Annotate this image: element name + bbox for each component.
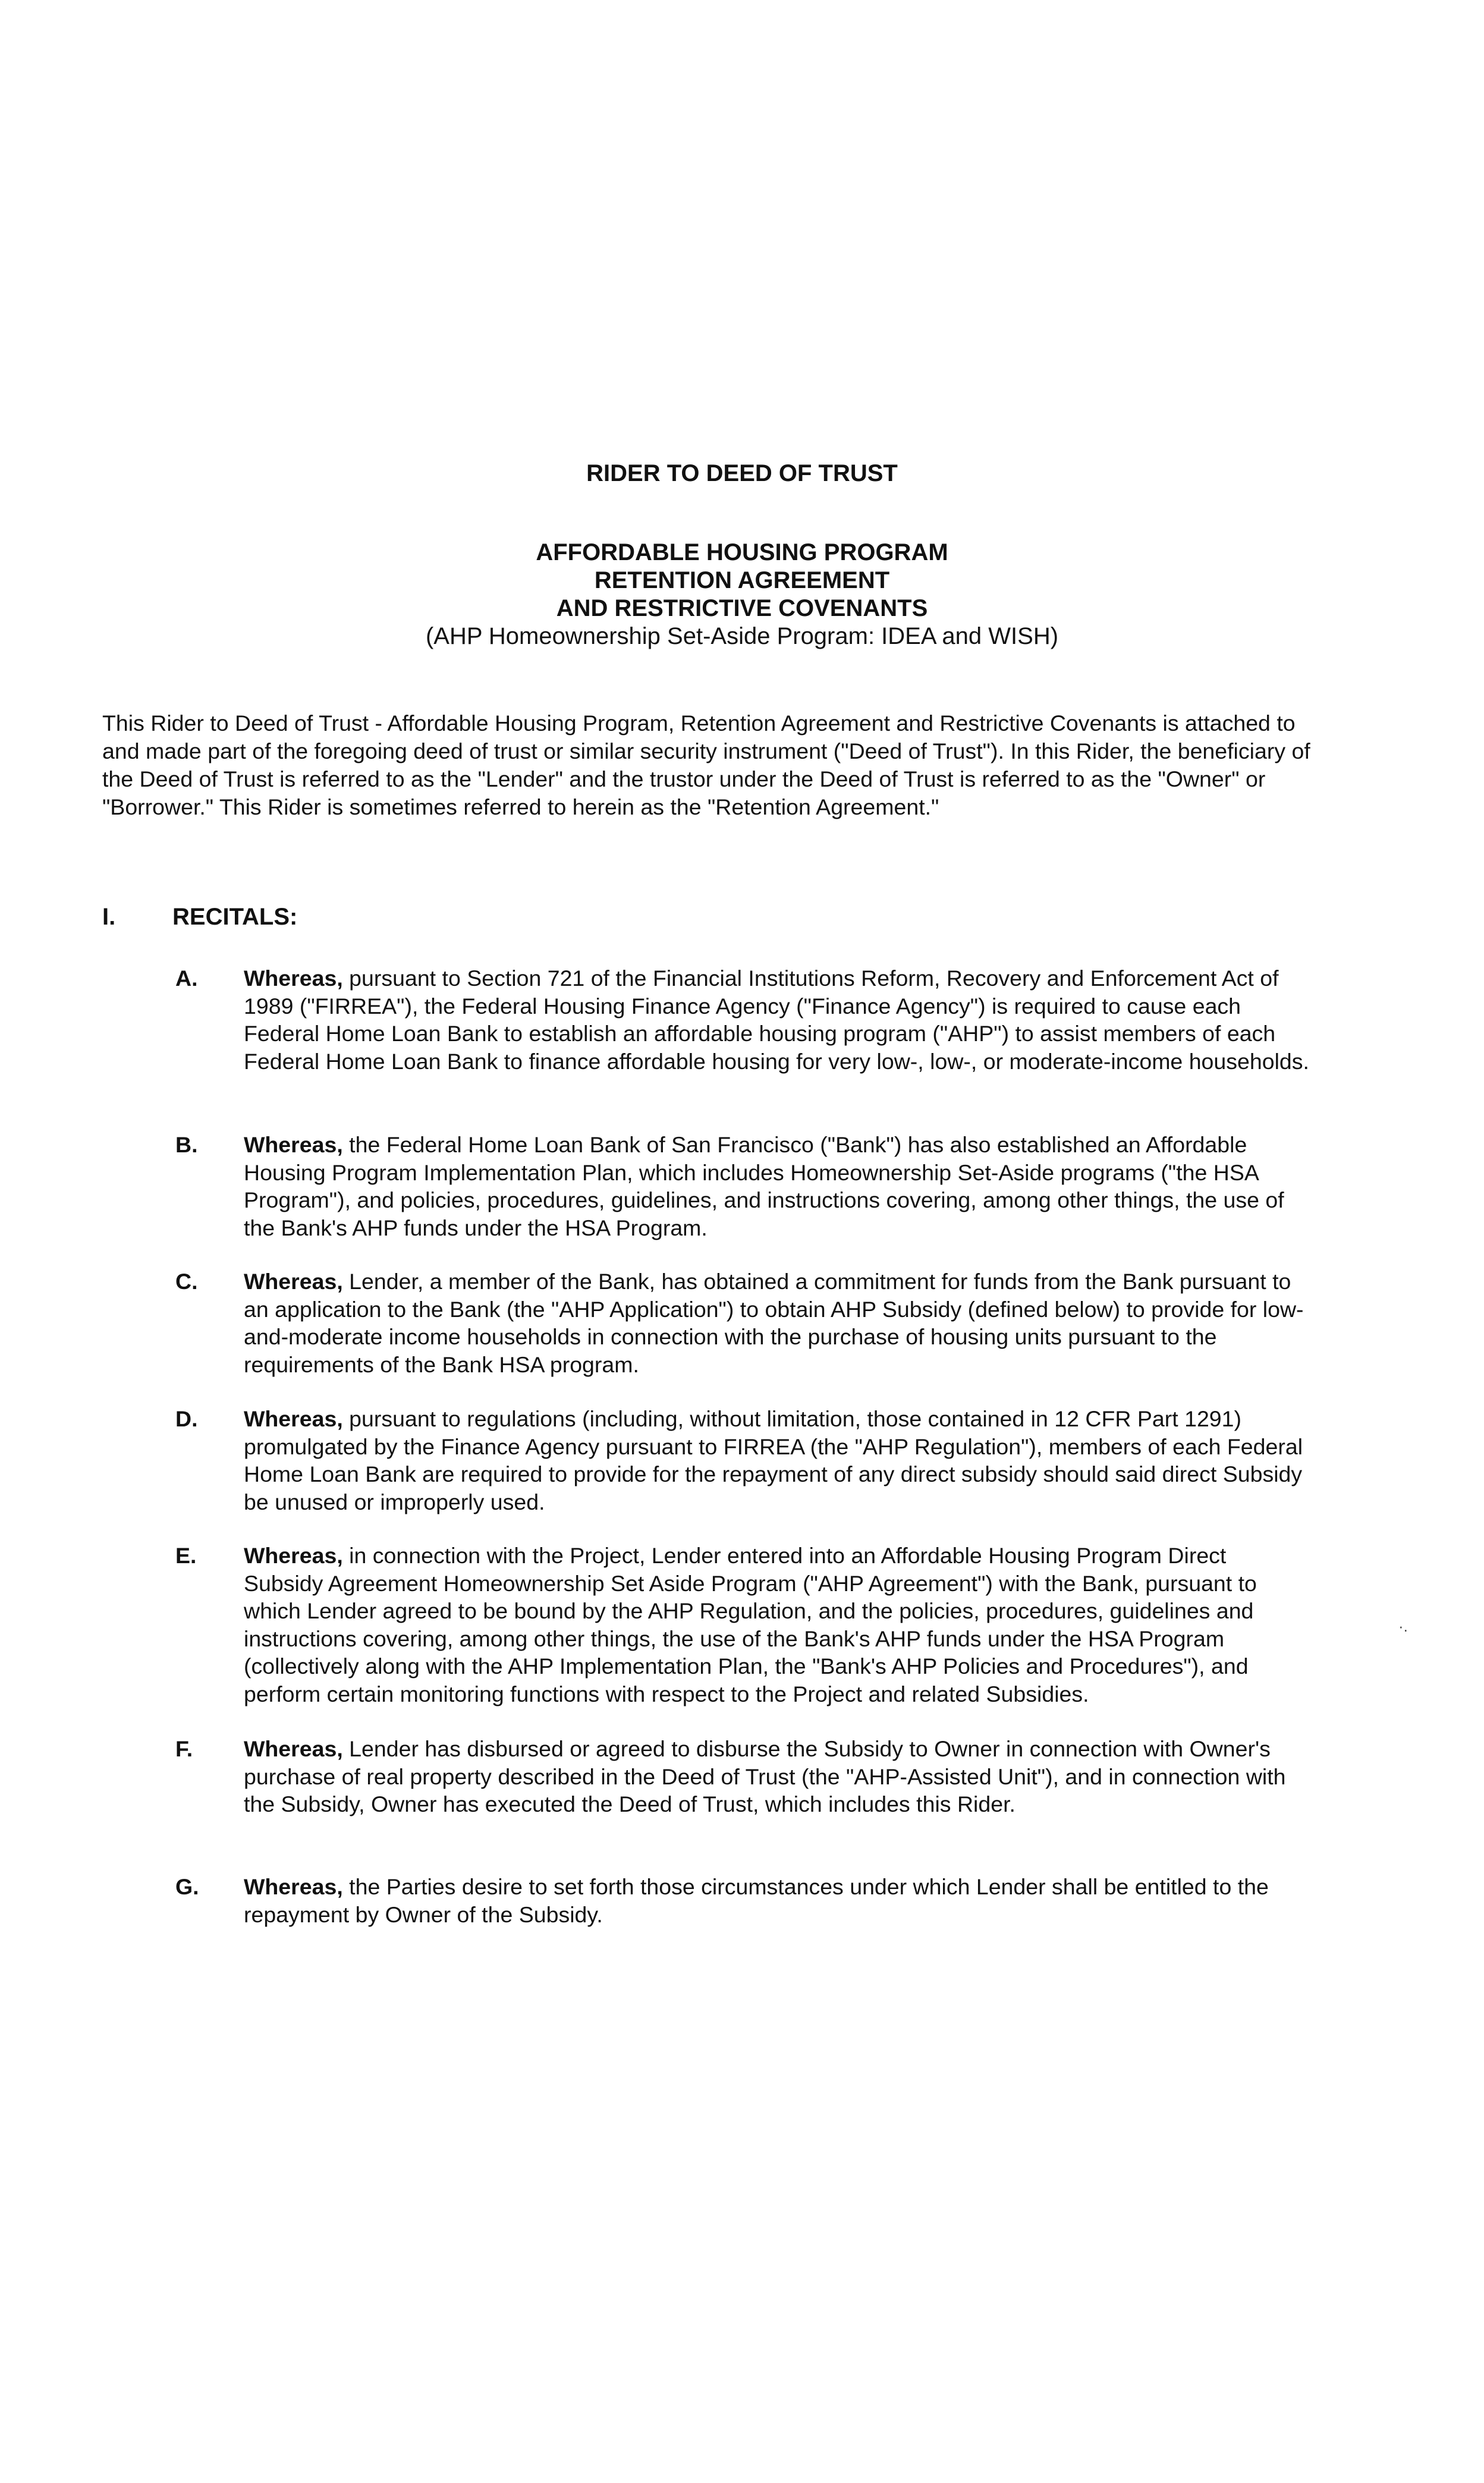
recital-letter: B. xyxy=(175,1132,198,1157)
recital-text: pursuant to Section 721 of the Financial Institutions Reform, Recovery and Enforcement Act of 1989 ("FIRREA"), the Federal Housing Finance Agency ("Finance Agency") is required to cause each Federal Home Loan Bank to establish an affordable housing program ("AHP") to assist members of each Federal Home Loan Bank to finance affordable housing for very low-, low-, or moderate-income households. xyxy=(244,966,1309,1074)
recital-item xyxy=(175,1735,1311,1818)
recital-text: the Federal Home Loan Bank of San Francisco ("Bank") has also established an Affordable Housing Program Implementation Plan, which includes Homeownership Set-Aside programs ("the HSA Program"), and policies, procedures, guidelines, and instructions covering, among other things, the use of the Bank's AHP funds under the HSA Program. xyxy=(244,1132,1284,1240)
recital-lead: Whereas, xyxy=(244,1132,343,1157)
subtitle-line-3: AND RESTRICTIVE COVENANTS xyxy=(556,595,928,621)
recital-item xyxy=(175,1542,1311,1708)
document-subtitle xyxy=(0,539,1484,650)
recital-item xyxy=(175,964,1311,1075)
recital-letter: D. xyxy=(175,1406,198,1431)
intro-paragraph: This Rider to Deed of Trust - Affordable Housing Program, Retention Agreement and Restrictive Covenants is attached to and made part of the foregoing deed of trust or similar security instrument ("Deed of Trust"). In this Rider, the beneficiary of the Deed of Trust is referred to as the "Lender" and the trustor under the Deed of Trust is referred to as the "Owner" or "Borrower." This Rider is sometimes referred to herein as the "Retention Agreement." xyxy=(102,711,1310,819)
recital-letter: C. xyxy=(175,1269,198,1294)
recital-letter: F. xyxy=(175,1736,193,1761)
recital-text: pursuant to regulations (including, without limitation, those contained in 12 CFR Part 1291) promulgated by the Finance Agency pursuant to FIRREA (the "AHP Regulation"), members of each Federal Home Loan Bank are required to provide for the repayment of any direct subsidy should said direct Subsidy be unused or improperly used. xyxy=(244,1406,1303,1514)
subtitle-line-4: (AHP Homeownership Set-Aside Program: IDEA and WISH) xyxy=(425,623,1059,649)
recital-lead: Whereas, xyxy=(244,1269,343,1294)
recital-lead: Whereas, xyxy=(244,1736,343,1761)
section-number: I. xyxy=(102,904,116,930)
recital-item xyxy=(175,1873,1311,1928)
section-heading xyxy=(102,903,297,931)
recital-letter: E. xyxy=(175,1543,197,1568)
recital-item xyxy=(175,1268,1311,1378)
recital-text: in connection with the Project, Lender entered into an Affordable Housing Program Direct Subsidy Agreement Homeownership Set Aside Program ("AHP Agreement") with the Bank, pursuant to which Lender agreed to be bound by the AHP Regulation, and the policies, procedures, guidelines and instructions covering, among other things, the use of the Bank's AHP funds under the HSA Program (collectively along with the AHP Implementation Plan, the "Bank's AHP Policies and Procedures"), and perform certain monitoring functions with respect to the Project and related Subsidies. xyxy=(244,1543,1257,1706)
recital-lead: Whereas, xyxy=(244,1543,343,1568)
recital-item xyxy=(175,1131,1311,1242)
recital-lead: Whereas, xyxy=(244,966,343,991)
recital-letter: A. xyxy=(175,966,198,991)
recital-text: Lender has disbursed or agreed to disburse the Subsidy to Owner in connection with Owner's purchase of real property described in the Deed of Trust (the "AHP-Assisted Unit"), and in connection with the Subsidy, Owner has executed the Deed of Trust, which includes this Rider. xyxy=(244,1736,1286,1816)
document-title: RIDER TO DEED OF TRUST xyxy=(586,460,898,486)
recital-text: Lender, a member of the Bank, has obtained a commitment for funds from the Bank pursuant to an application to the Bank (the "AHP Application") to obtain AHP Subsidy (defined below) to provide for low- and-moderate income households in connection with the purchase of housing units pursuant to the requirements of the Bank HSA program. xyxy=(244,1269,1304,1377)
recital-letter: G. xyxy=(175,1874,199,1899)
subtitle-line-2: RETENTION AGREEMENT xyxy=(594,567,890,593)
recital-lead: Whereas, xyxy=(244,1874,343,1899)
recital-lead: Whereas, xyxy=(244,1406,343,1431)
section-title: RECITALS: xyxy=(172,904,298,930)
recital-text: the Parties desire to set forth those circumstances under which Lender shall be entitled to the repayment by Owner of the Subsidy. xyxy=(244,1874,1269,1927)
recital-item xyxy=(175,1405,1311,1516)
scan-artifact: ·. xyxy=(1398,1617,1408,1635)
subtitle-line-1: AFFORDABLE HOUSING PROGRAM xyxy=(536,539,948,565)
